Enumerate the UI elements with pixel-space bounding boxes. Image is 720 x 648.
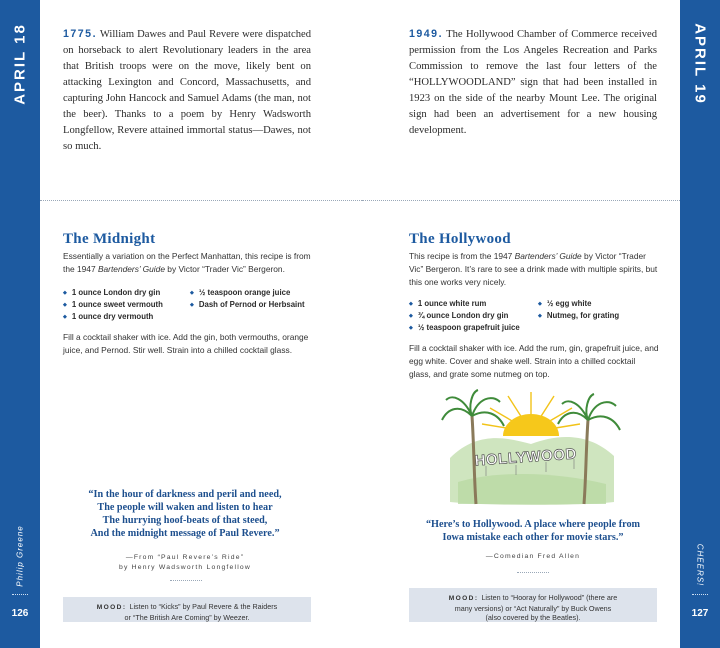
ingredient-item: ◆ ¾ ounce London dry gin (409, 311, 508, 320)
right-history-text: The Hollywood Chamber of Commerce received permission from the Los Angeles Recreation and Parks Commission to remove the last four letters of the “HOLLYWOODLAND” sign that had been installed in 1923 on the side of the nearby Mount Lee. The original sign had been an advertisement for a new housing development. (409, 29, 657, 136)
right-history-year: 1949. (409, 28, 444, 40)
right-intro-a: This recipe is from the 1947 (409, 251, 515, 261)
right-side-date: APRIL 19 (691, 23, 709, 105)
author-name: Philip Greene (15, 525, 25, 587)
left-ingredient-list (63, 288, 313, 328)
left-quote (70, 488, 300, 540)
left-recipe-title: The Midnight (63, 231, 156, 247)
right-recipe-intro (409, 250, 659, 289)
mood-line: Listen to “Hooray for Hollywood” (there are (481, 593, 618, 602)
right-quote-dots (517, 572, 549, 573)
left-history-paragraph (63, 26, 311, 155)
left-recipe-intro (63, 250, 313, 276)
left-recipe-method: Fill a cocktail shaker with ice. Add the gin, both vermouths, orange juice, and Pernod. Stir well. Strain into a chilled cocktail glass. (63, 332, 309, 355)
sun (503, 414, 559, 436)
mood-line: many versions) or “Act Naturally” by Buck Owens (454, 603, 612, 613)
quote-line: Iowa mistake each other for movie stars.” (442, 532, 624, 543)
right-quote (409, 518, 657, 544)
ingredient-item: ◆ Dash of Pernod or Herbsaint (190, 300, 305, 309)
mood-line: or “The British Are Coming” by Weezer. (124, 612, 250, 622)
quote-line: The hurrying hoof-beats of that steed, (102, 515, 268, 526)
left-history-year: 1775. (63, 28, 98, 40)
right-recipe-title: The Hollywood (409, 231, 511, 247)
ingredient-item: ◆ Nutmeg, for grating (538, 311, 619, 320)
quote-line: And the midnight message of Paul Revere.” (90, 528, 280, 539)
ingredient-item: ◆ 1 ounce white rum (409, 299, 486, 308)
attribution-line: —From “Paul Revere’s Ride” (125, 554, 245, 561)
left-page-number: 126 (11, 608, 29, 619)
right-divider (362, 200, 680, 201)
right-mood-box (409, 588, 657, 622)
left-history-text: William Dawes and Paul Revere were dispatched on horseback to alert Revolutionary leaders in the area that British troops were on the move, likely bent on attacking Lexington and Concord, Massachusetts, and capturing John Hancock and Samuel Adams (the man, not the beer). Thanks to a poem by Henry Wadsworth Longfellow, Revere attained immortal status—Dawes, not so much. (63, 29, 311, 152)
left-divider (40, 200, 362, 201)
left-intro-b: by Victor “Trader Vic” Bergeron. (164, 264, 285, 274)
mood-line: (also covered by the Beatles). (485, 613, 581, 622)
mood-label: MOOD: (448, 595, 479, 602)
right-sidebar (680, 0, 720, 648)
ingredient-item: ◆ 1 ounce London dry gin (63, 288, 160, 297)
left-quote-attribution (70, 553, 300, 573)
quote-line: The people will waken and listen to hear (97, 502, 273, 513)
right-page-number: 127 (691, 608, 709, 619)
right-side-dots (692, 594, 708, 595)
ingredient-item: ◆ ½ egg white (538, 299, 591, 308)
right-history-paragraph (409, 26, 657, 139)
mood-label: MOOD: (96, 604, 127, 611)
left-side-date: APRIL 18 (11, 23, 29, 105)
ingredient-item: ◆ ½ teaspoon grapefruit juice (409, 323, 520, 332)
hollywood-sign-illustration (438, 386, 624, 510)
left-side-dots (12, 594, 28, 595)
right-intro-book: Bartenders’ Guide (514, 251, 582, 261)
ingredient-item: ◆ 1 ounce dry vermouth (63, 312, 153, 321)
right-quote-attribution: —Comedian Fred Allen (485, 553, 581, 560)
attribution-line: by Henry Wadsworth Longfellow (118, 564, 251, 571)
right-ingredient-list (409, 299, 659, 339)
left-sidebar (0, 0, 40, 648)
left-intro-a: Essentially a variation on the Perfect Manhattan, this recipe is from the 1947 (63, 251, 311, 274)
left-intro-book: Bartenders’ Guide (97, 264, 165, 274)
mood-line: Listen to “Kicks” by Paul Revere & the Raiders (129, 602, 278, 611)
ingredient-item: ◆ 1 ounce sweet vermouth (63, 300, 163, 309)
left-mood-box (63, 597, 311, 622)
ingredient-item: ◆ ½ teaspoon orange juice (190, 288, 290, 297)
quote-line: “In the hour of darkness and peril and need, (88, 489, 282, 500)
right-recipe-method: Fill a cocktail shaker with ice. Add the rum, gin, grapefruit juice, and egg white. Cover and shake well. Strain into a chilled cocktail glass, and grate some nutmeg on top. (409, 343, 659, 379)
cheers-tag: CHEERS! (695, 543, 705, 587)
sign-text: HOLLYWOOD (474, 445, 578, 470)
right-intro-b: by Victor “Trader Vic” Bergeron. It’s rare to see a drink made with multiple spirits, but this one works very nicely. (409, 251, 658, 287)
quote-line: “Here’s to Hollywood. A place where people from (425, 519, 641, 530)
left-quote-dots (170, 580, 202, 581)
